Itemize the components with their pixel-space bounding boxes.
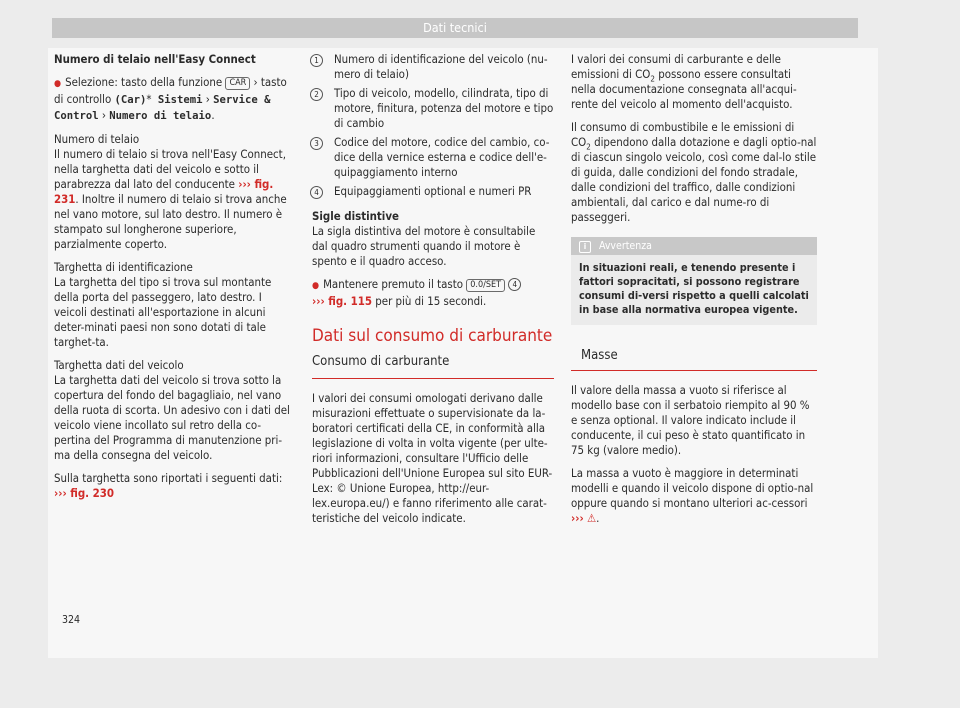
paragraph-id-plate: La targhetta del tipo si trova sul montante della porta del passeggero, lato destro. I veicoli destinati all'esportazione in alcuni deter-minati paesi non sono dotati di tale targhet-ta. — [54, 275, 272, 349]
heading-vin: Numero di telaio Il numero di telaio si trova nell'Easy Connect, nella targhetta dati del veicolo e sotto il parabrezza dal lato del conducente ››› fig. 231. Inoltre il numero di telaio si trova anche nel vano motore, sul lato destro. Il numero è stampato sul longherone superiore, parzialmente coperto. — [54, 132, 287, 251]
heading-vin-easy-connect: Numero di telaio nell'Easy Connect — [54, 52, 256, 66]
callout-2-icon: 2 — [310, 88, 323, 101]
callout-4-icon: 4 — [310, 186, 323, 199]
data-plate-section — [54, 358, 296, 463]
warning-triangle-icon: ⚠ — [586, 511, 597, 525]
page-header: Dati tecnici — [52, 18, 858, 38]
set-key: 0.0/SET — [466, 279, 505, 292]
column-3 — [571, 52, 817, 534]
paragraph-data-plate: La targhetta dati del veicolo si trova sotto la copertura del fondo del bagagliaio, nel vano della ruota di scorta. Un adesivo con i dati del veicolo viene incollato sul retro della co-pertina del Programma di manutenzione pri-ma della consegna del veicolo. — [54, 373, 290, 462]
paragraph-consumption: I valori dei consumi omologati derivano dalle misurazioni effettuate o supervisionate da la-boratori certificati della CE, in conformità alla legislazione di volta in volta vigente (per ulte-riori informazioni, consultare l'Ufficio delle Pubblicazioni dell'Unione Europea sul sito EUR-Lex: © Unione Europea, http://eur-lex.europa.eu/) e fanno riferimento alle carat-teristiche del veicolo indicate. — [312, 391, 553, 525]
paragraph-co2-factors: Il consumo di combustibile e le emissioni di $CO_2$ dipendono dalla dotazione e dagli optio-nal di ciascun singolo veicolo, così come dal-lo stile di guida, dalle condizioni del fondo stradale, dalle condizioni del traffico, dalle condizioni ambientali, dal carico e dal nume-ro di passeggeri. — [571, 120, 817, 224]
callout-1-icon: 1 — [310, 54, 323, 67]
warning-text: In situazioni reali, e tenendo presente i fattori sopracitati, si possono registrare consumi di-versi rispetto a quelli calcolati in base alla normativa europea vigente. — [579, 261, 809, 316]
heading-sigle: Sigle distintive — [312, 209, 399, 223]
heading-id-plate: Targhetta di identificazione — [54, 260, 193, 274]
bullet-selection: ● Selezione: tasto della funzione CAR › tasto di controllo (Car)* Sistemi › Service & Control › Numero di telaio. — [54, 75, 287, 122]
fig-231-link[interactable]: ››› fig. 231 — [54, 177, 274, 206]
car-key: CAR — [225, 77, 250, 90]
paragraph-masse-1: Il valore della massa a vuoto si riferisce al modello base con il serbatoio riempito al 90 % e senza optional. Il valore indicato include il conducente, il cui peso è stato quantificato in 75 kg (valore medio). — [571, 383, 810, 457]
list-item: 3 Codice del motore, codice del cambio, co-dice della vernice esterna e codice dell'e-quipaggiamento interno — [312, 135, 554, 180]
section-title-masse: Masse — [571, 341, 817, 371]
data-list-intro: Sulla targhetta sono riportati i seguenti dati: ››› fig. 230 — [54, 471, 283, 500]
fig-115-link[interactable]: ››› fig. 115 — [312, 294, 373, 308]
heading-data-plate: Targhetta dati del veicolo — [54, 358, 184, 372]
column-1 — [54, 52, 296, 509]
paragraph-sigle: La sigla distintiva del motore è consultabile dal quadro strumenti quando il motore è spento e il quadro acceso. — [312, 224, 536, 268]
warning-ref-link[interactable]: ››› — [571, 511, 584, 525]
warning-header: i Avvertenza — [571, 237, 817, 255]
callout-4-icon: 4 — [508, 278, 521, 291]
list-item: 2 Tipo di veicolo, modello, cilindrata, tipo di motore, finitura, potenza del motore e tipo di cambio — [312, 86, 554, 131]
callout-3-icon: 3 — [310, 137, 323, 150]
sigle-section — [312, 209, 554, 269]
list-item: 4 Equipaggiamenti optional e numeri PR — [312, 184, 554, 199]
paragraph-vin: Il numero di telaio si trova nell'Easy Connect, nella targhetta dati del veicolo e sotto il parabrezza dal lato del conducente — [54, 147, 286, 191]
bullet-hold-key: ● Mantenere premuto il tasto 0.0/SET 4 ››› fig. 115 per più di 15 secondi. — [312, 277, 554, 309]
bullet-icon: ● — [54, 79, 62, 89]
warning-box — [571, 237, 817, 325]
list-item: 1 Numero di identificazione del veicolo (nu-mero di telaio) — [312, 52, 554, 82]
column-2 — [312, 52, 554, 534]
fig-230-link[interactable]: ››› fig. 230 — [54, 486, 115, 500]
paragraph-co2-docs: I valori dei consumi di carburante e delle emissioni di $CO_2$ possono essere consultati nella documentazione consegnata all'acqui-rente del veicolo al momento dell'acquisto. — [571, 52, 797, 111]
page-number: 324 — [62, 614, 81, 626]
info-icon: i — [579, 241, 591, 253]
bullet-icon: ● — [312, 281, 320, 291]
subsection-title-consumption: Consumo di carburante — [312, 353, 554, 379]
paragraph-masse-2: La massa a vuoto è maggiore in determinati modelli e quando il veicolo dispone di optio-nal oppure quando si montano ulteriori ac-cessori ››› ⚠. — [571, 466, 814, 525]
id-plate-section — [54, 260, 296, 350]
section-title-consumption: Dati sul consumo di carburante — [312, 326, 553, 346]
